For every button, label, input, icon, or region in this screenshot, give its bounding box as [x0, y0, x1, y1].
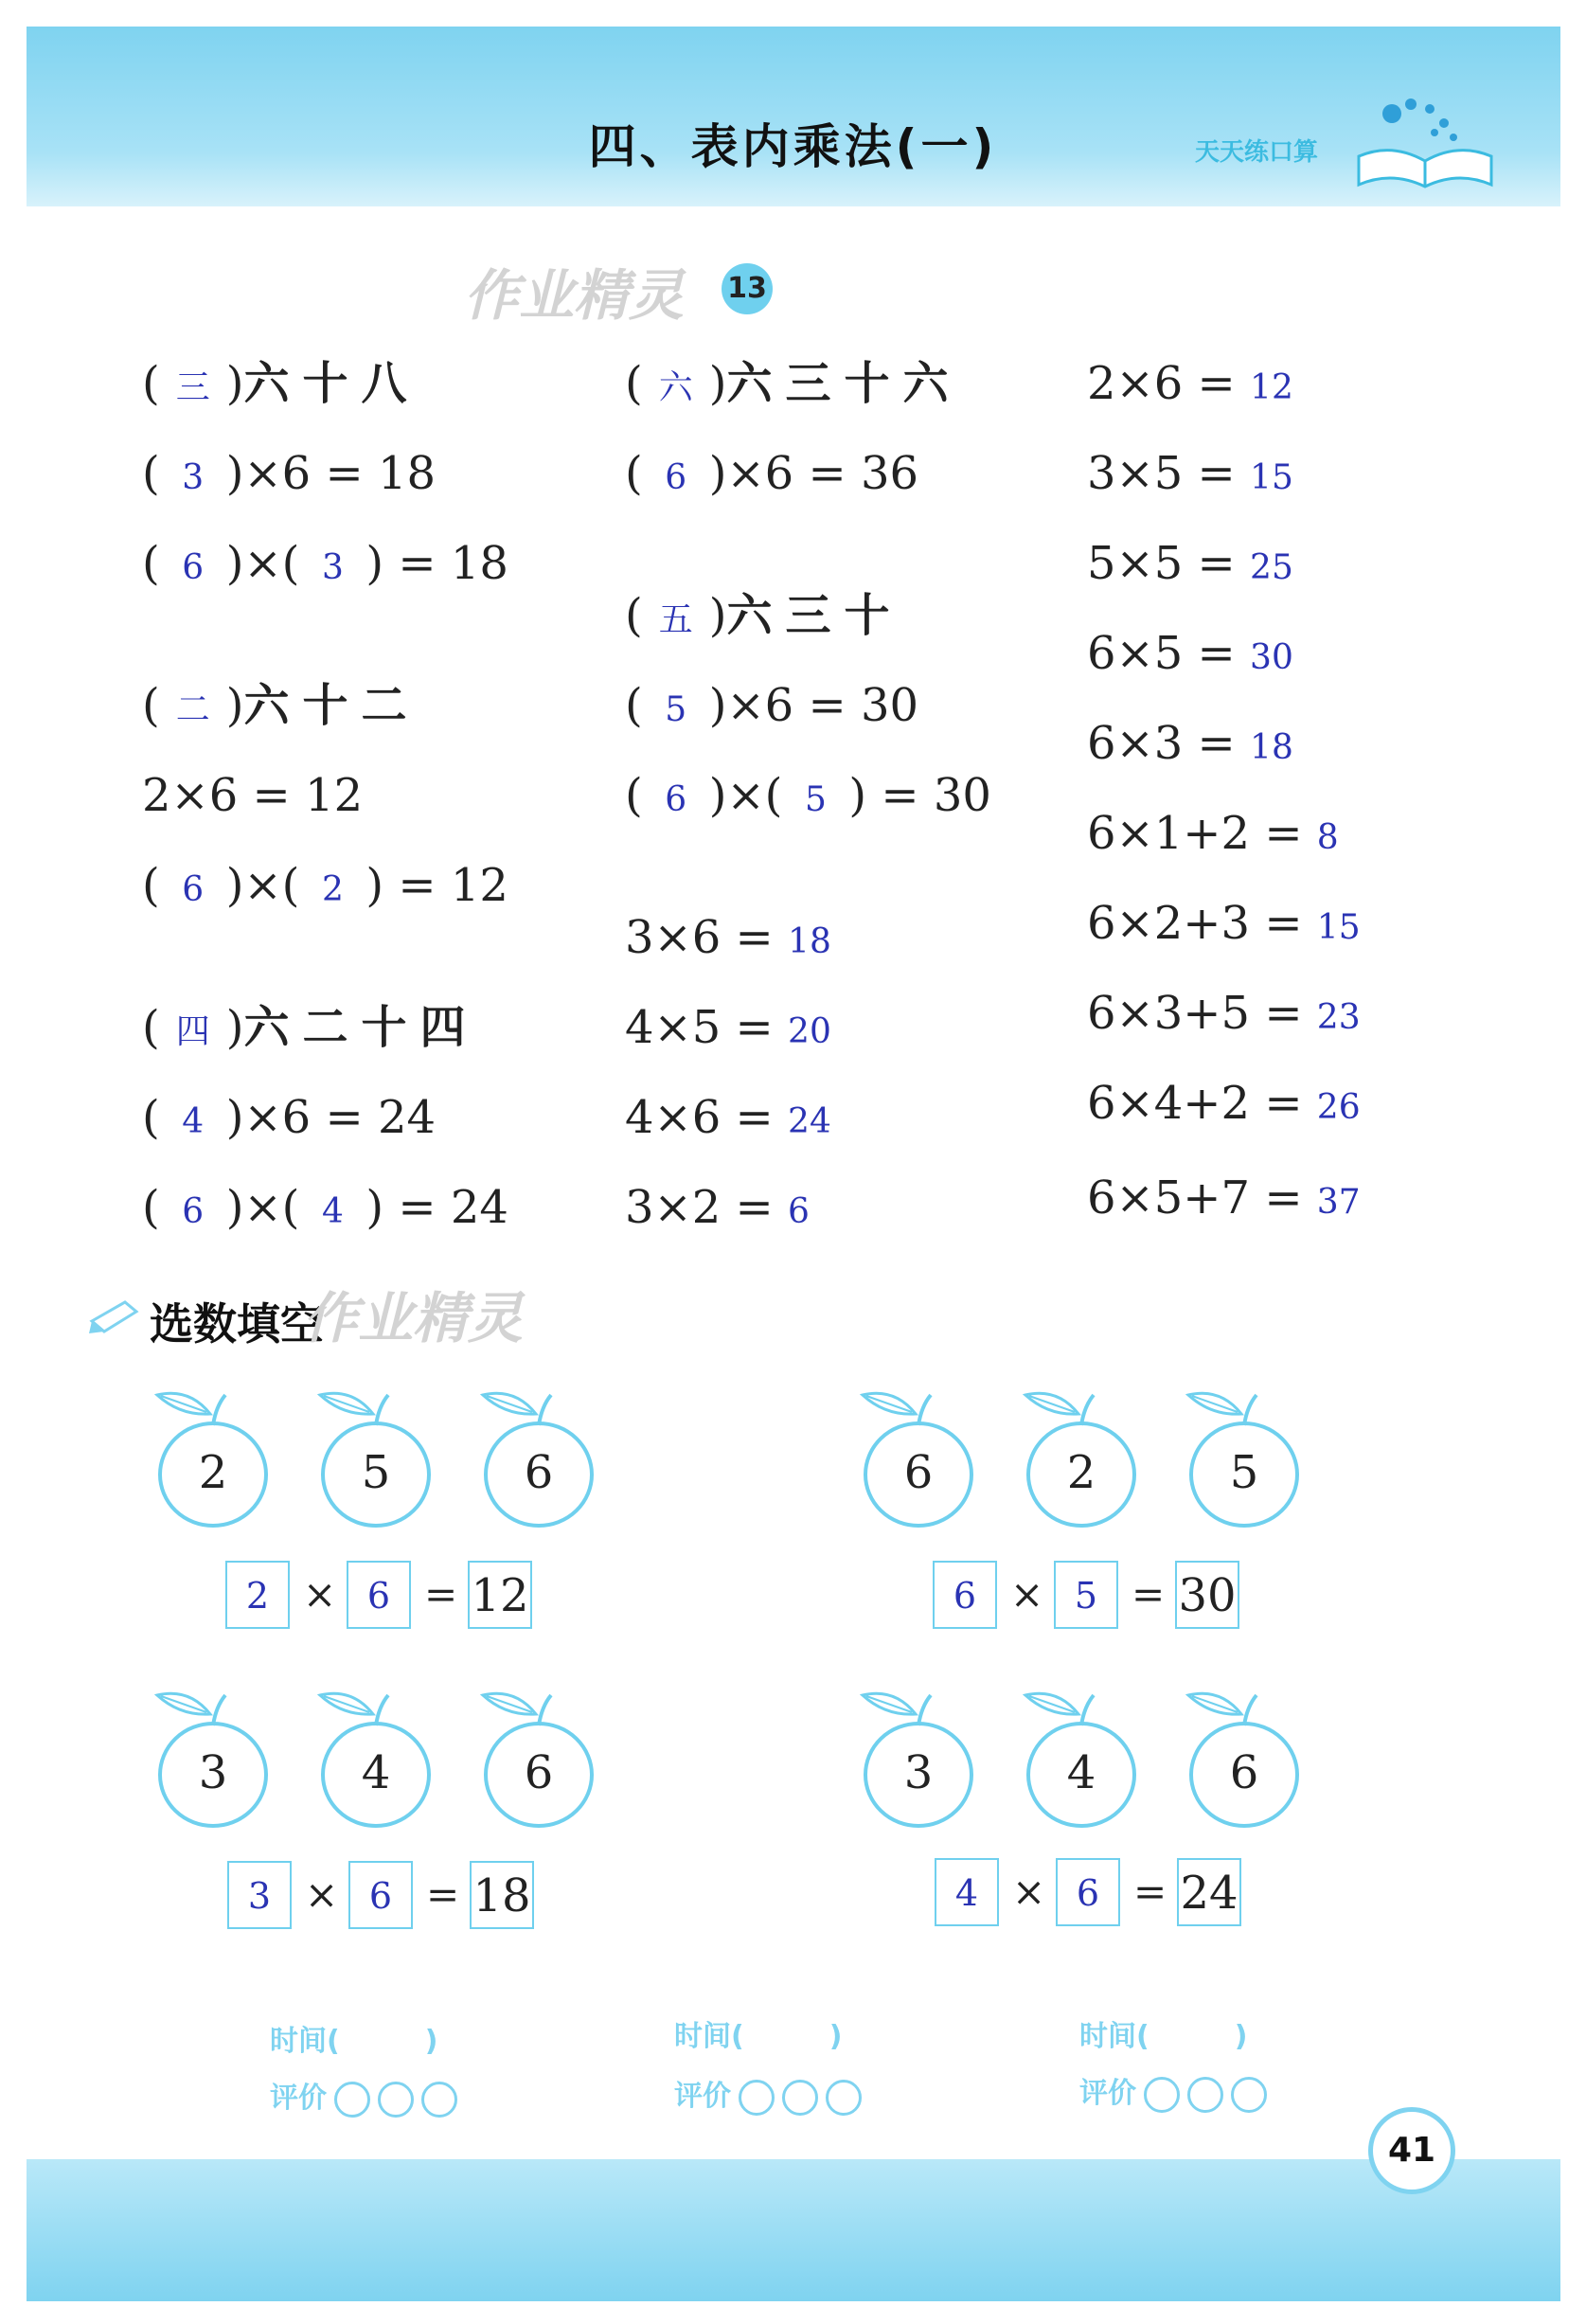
factor-box[interactable]: 2: [225, 1561, 290, 1629]
neutral-face-icon[interactable]: [378, 2082, 414, 2118]
product-box[interactable]: 18: [470, 1861, 534, 1929]
open-book-icon: [1354, 90, 1496, 189]
col1-g3-line3: ( 6 )×( 4 ) = 24: [142, 1181, 508, 1234]
factor-box[interactable]: 6: [933, 1561, 997, 1629]
apple-number-card[interactable]: [857, 1387, 980, 1529]
col3-calc-7: 6×2+3 = 15: [1087, 897, 1361, 950]
product-box[interactable]: 30: [1175, 1561, 1239, 1629]
apple-number-card[interactable]: [1020, 1688, 1143, 1830]
apple-number-card[interactable]: [1183, 1387, 1306, 1529]
time-label: 时间( ): [674, 2020, 843, 2053]
apple-number-card[interactable]: [477, 1387, 600, 1529]
factor-box[interactable]: 5: [1054, 1561, 1118, 1629]
apple-number: 2: [1066, 1446, 1096, 1499]
col2-g2-chant: ( 五 )六三十: [625, 589, 903, 642]
col2-calc-3: 4×6 = 24: [625, 1091, 831, 1144]
apple-number-card[interactable]: [314, 1688, 437, 1830]
col1-g1-line2: ( 3 )×6 = 18: [142, 447, 437, 500]
equals-sign: =: [426, 1871, 460, 1918]
apple-number: 4: [1066, 1746, 1096, 1799]
sad-face-icon[interactable]: [826, 2080, 862, 2116]
col3-calc-9: 6×4+2 = 26: [1087, 1077, 1361, 1130]
product-box[interactable]: 24: [1177, 1858, 1241, 1926]
product-box[interactable]: 12: [468, 1561, 532, 1629]
rating-row: 评价: [270, 2074, 457, 2118]
factor-box[interactable]: 3: [227, 1861, 292, 1929]
col2-g2-line2: ( 5 )×6 = 30: [625, 679, 919, 732]
col2-g1-line2: ( 6 )×6 = 36: [625, 447, 919, 500]
col1-g1-line3: ( 6 )×( 3 ) = 18: [142, 537, 508, 590]
page-number: 41: [1368, 2107, 1455, 2194]
col2-g1-chant: ( 六 )六三十六: [625, 357, 962, 410]
smile-face-icon[interactable]: [334, 2082, 370, 2118]
pencil-icon: [87, 1297, 144, 1335]
apple-number-card[interactable]: [314, 1387, 437, 1529]
sad-face-icon[interactable]: [1231, 2077, 1267, 2113]
rating-row: 评价: [674, 2072, 862, 2116]
factor-box[interactable]: 6: [1056, 1858, 1120, 1926]
col1-g1-chant: ( 三 )六十八: [142, 357, 420, 410]
apple-number-card[interactable]: [857, 1688, 980, 1830]
times-sign: ×: [1012, 1868, 1046, 1915]
col2-calc-4: 3×2 = 6: [625, 1181, 810, 1234]
smile-face-icon[interactable]: [1144, 2077, 1180, 2113]
apple-number-card[interactable]: [151, 1387, 275, 1529]
equals-sign: =: [1133, 1868, 1167, 1915]
col1-g3-chant: ( 四 )六二十四: [142, 1001, 479, 1054]
smile-face-icon[interactable]: [739, 2080, 775, 2116]
apple-number: 2: [198, 1446, 228, 1499]
times-sign: ×: [303, 1571, 337, 1618]
col2-calc-1: 3×6 = 18: [625, 911, 831, 964]
footer-band: [27, 2159, 1560, 2301]
neutral-face-icon[interactable]: [782, 2080, 818, 2116]
col3-calc-5: 6×3 = 18: [1087, 717, 1293, 770]
brand-label: 天天练口算: [1195, 138, 1319, 167]
apple-number: 6: [1229, 1746, 1259, 1799]
col1-g2-chant: ( 二 )六十二: [142, 679, 420, 732]
apple-number: 6: [524, 1446, 554, 1499]
col3-calc-2: 3×5 = 15: [1087, 447, 1293, 500]
col3-calc-6: 6×1+2 = 8: [1087, 807, 1339, 860]
apple-number: 5: [1229, 1446, 1259, 1499]
col1-g3-line2: ( 4 )×6 = 24: [142, 1091, 437, 1144]
apple-number-card[interactable]: [1020, 1387, 1143, 1529]
factor-box[interactable]: 6: [347, 1561, 411, 1629]
apple-number-card[interactable]: [151, 1688, 275, 1830]
col3-calc-4: 6×5 = 30: [1087, 627, 1293, 680]
section-title: 选数填空: [150, 1298, 324, 1350]
watermark: 作业精灵: [303, 1286, 524, 1350]
apple-number-card[interactable]: [1183, 1688, 1306, 1830]
col1-g2-line3: ( 6 )×( 2 ) = 12: [142, 859, 508, 912]
col3-calc-10: 6×5+7 = 37: [1087, 1171, 1361, 1225]
apple-number: 6: [903, 1446, 934, 1499]
apple-number: 6: [524, 1746, 554, 1799]
time-label: 时间( ): [1079, 2020, 1248, 2053]
exercise-number-badge: 13: [722, 263, 773, 314]
apple-number: 3: [903, 1746, 934, 1799]
apple-number-card[interactable]: [477, 1688, 600, 1830]
apple-number: 5: [361, 1446, 391, 1499]
col3-calc-8: 6×3+5 = 23: [1087, 987, 1361, 1040]
col1-g2-line2: 2×6 = 12: [142, 769, 364, 822]
page-title: 四、表内乘法(一): [588, 119, 998, 174]
equals-sign: =: [1132, 1571, 1166, 1618]
rating-row: 评价: [1079, 2069, 1267, 2113]
watermark: 作业精灵: [464, 263, 685, 328]
factor-box[interactable]: 4: [935, 1858, 999, 1926]
col3-calc-1: 2×6 = 12: [1087, 357, 1293, 410]
times-sign: ×: [305, 1871, 339, 1918]
col2-g2-line3: ( 6 )×( 5 ) = 30: [625, 769, 991, 822]
apple-number: 3: [198, 1746, 228, 1799]
neutral-face-icon[interactable]: [1187, 2077, 1223, 2113]
col2-calc-2: 4×5 = 20: [625, 1001, 831, 1054]
col3-calc-3: 5×5 = 25: [1087, 537, 1293, 590]
equals-sign: =: [424, 1571, 458, 1618]
times-sign: ×: [1010, 1571, 1044, 1618]
apple-number: 4: [361, 1746, 391, 1799]
factor-box[interactable]: 6: [348, 1861, 413, 1929]
time-label: 时间( ): [270, 2025, 438, 2058]
sad-face-icon[interactable]: [421, 2082, 457, 2118]
